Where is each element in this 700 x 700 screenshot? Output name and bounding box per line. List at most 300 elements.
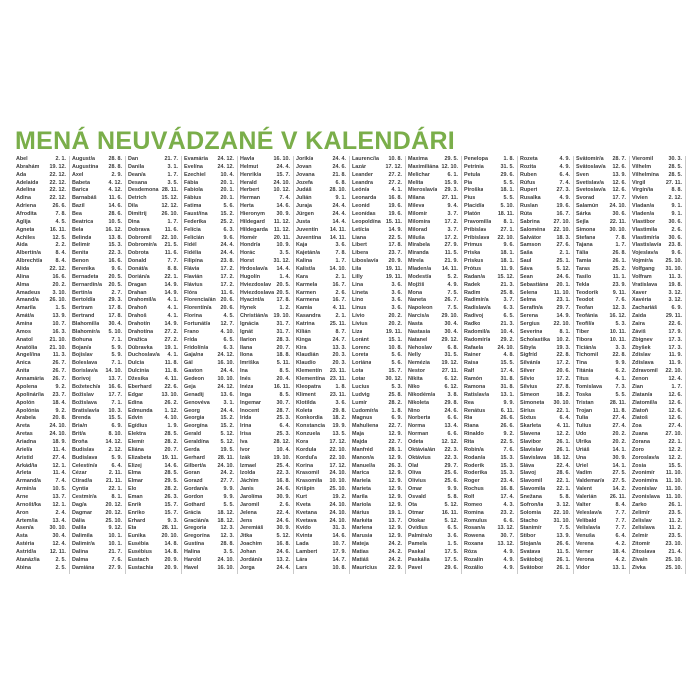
name-day-date: 4. 1. <box>615 376 626 383</box>
person-name: Dragan <box>128 281 147 288</box>
name-day-date: 26. 6. <box>500 423 514 430</box>
name-day-date: 8. 8. <box>671 187 682 194</box>
name-day-entry <box>238 352 293 360</box>
person-name: Radimír/a <box>464 297 489 304</box>
name-day-entry <box>462 156 517 164</box>
name-day-date: 17. 4. <box>500 368 514 375</box>
person-name: Dobrota <box>128 250 149 257</box>
name-day-entry <box>126 305 181 313</box>
name-day-entry <box>630 408 685 416</box>
person-name: Naneta <box>408 297 426 304</box>
name-day-entry <box>406 415 461 423</box>
person-name: Velibald <box>576 517 597 524</box>
person-name: Radim <box>464 289 481 296</box>
name-day-date: 19. 12. <box>49 163 66 170</box>
name-day-date: 13. 9. <box>556 533 570 540</box>
person-name: Herta <box>240 203 254 210</box>
name-day-entry <box>238 258 293 266</box>
name-day-entry <box>462 227 517 235</box>
name-day-date: 10. 9. <box>276 242 290 249</box>
name-day-date: 3. 12. <box>556 501 570 508</box>
name-day-entry <box>182 290 237 298</box>
name-day-date: 11. 12. <box>273 218 290 225</box>
name-day-entry <box>630 565 685 573</box>
name-day-entry <box>126 172 181 180</box>
name-day-column-4 <box>182 156 238 574</box>
person-name: Roger <box>464 478 480 485</box>
name-day-entry <box>574 494 629 502</box>
name-day-date: 22. 1. <box>164 273 178 280</box>
name-day-entry <box>70 541 125 549</box>
name-day-entry <box>518 400 573 408</box>
name-day-entry <box>574 227 629 235</box>
person-name: Slavislava <box>520 454 547 461</box>
name-day-entry <box>406 282 461 290</box>
name-day-entry <box>182 203 237 211</box>
person-name: Helmut <box>240 163 259 170</box>
name-day-entry <box>574 502 629 510</box>
name-day-entry <box>406 337 461 345</box>
name-day-entry <box>294 384 349 392</box>
person-name: Homér <box>240 234 258 241</box>
name-day-entry <box>294 164 349 172</box>
person-name: Severína <box>520 328 543 335</box>
name-day-entry <box>350 525 405 533</box>
name-day-date: 31. 8. <box>500 376 514 383</box>
name-day-date: 26. 10. <box>49 297 66 304</box>
name-day-date: 15. 7. <box>388 368 402 375</box>
name-day-date: 13. 1. <box>500 391 514 398</box>
name-day-entry <box>238 297 293 305</box>
person-name: Leander <box>352 171 373 178</box>
name-day-entry <box>518 282 573 290</box>
person-name: Lára <box>296 556 308 563</box>
name-day-entry <box>406 549 461 557</box>
person-name: Vivien <box>632 195 648 202</box>
name-day-date: 27. 7. <box>220 478 234 485</box>
person-name: Grácia <box>184 509 201 516</box>
name-day-date: 11. 10. <box>665 470 682 477</box>
name-day-date: 14. 6. <box>164 462 178 469</box>
person-name: Ramona <box>464 383 486 390</box>
person-name: Norma <box>408 423 426 430</box>
name-day-entry <box>294 478 349 486</box>
name-day-date: 26. 3. <box>388 462 402 469</box>
name-day-entry <box>518 156 573 164</box>
person-name: Svetislav/a <box>576 179 604 186</box>
name-day-date: 20. 1. <box>220 195 234 202</box>
person-name: Ada <box>16 171 27 178</box>
name-day-entry <box>462 203 517 211</box>
name-day-entry <box>70 305 125 313</box>
person-name: Bela <box>72 226 84 233</box>
name-day-date: 11. 9. <box>668 352 682 359</box>
name-day-entry <box>126 274 181 282</box>
name-day-entry <box>182 478 237 486</box>
person-name: Zvonislav <box>632 486 657 493</box>
name-day-entry <box>518 345 573 353</box>
person-name: Babeta <box>72 179 90 186</box>
name-day-entry <box>126 439 181 447</box>
person-name: Elemír <box>128 438 145 445</box>
name-day-date: 24. 4. <box>220 250 234 257</box>
name-day-entry <box>630 360 685 368</box>
person-name: Damiána <box>72 564 95 571</box>
name-day-date: 7. 1. <box>111 360 122 367</box>
name-day-entry <box>126 297 181 305</box>
person-name: Lucius <box>352 383 370 390</box>
person-name: Virgín/ia <box>632 187 654 194</box>
person-name: Drahomil/a <box>128 297 156 304</box>
person-name: Zenon <box>632 376 649 383</box>
name-day-date: 24. 2. <box>388 548 402 555</box>
name-day-date: 1. 7. <box>671 383 682 390</box>
name-day-date: 5. 12. <box>220 431 234 438</box>
person-name: Volfram <box>632 273 652 280</box>
person-name: Šejla <box>576 218 589 225</box>
person-name: Geraldína <box>184 438 209 445</box>
name-day-entry <box>294 274 349 282</box>
name-day-date: 1. 9. <box>167 423 178 430</box>
name-day-entry <box>126 321 181 329</box>
name-day-date: 12. 7. <box>220 321 234 328</box>
name-day-date: 2. 6. <box>335 289 346 296</box>
person-name: Mladen/a <box>408 266 432 273</box>
name-day-entry <box>518 352 573 360</box>
person-name: Arnošt/ka <box>16 501 41 508</box>
name-day-date: 29. 3. <box>108 297 122 304</box>
person-name: Amína <box>16 321 33 328</box>
name-day-entry <box>294 321 349 329</box>
person-name: Benon <box>72 258 89 265</box>
name-day-entry <box>574 533 629 541</box>
name-day-date: 23. 2. <box>500 509 514 516</box>
name-day-date: 3. 7. <box>447 226 458 233</box>
person-name: Rúfus <box>520 179 536 186</box>
name-day-date: 13. 4. <box>444 423 458 430</box>
name-day-date: 14. 7. <box>332 556 346 563</box>
name-day-entry <box>238 423 293 431</box>
name-day-entry <box>238 266 293 274</box>
name-day-entry <box>294 392 349 400</box>
person-name: Božislava <box>72 399 97 406</box>
name-day-date: 17. 8. <box>388 242 402 249</box>
name-day-date: 11. 10. <box>665 493 682 500</box>
name-day-entry <box>70 345 125 353</box>
name-day-entry <box>406 368 461 376</box>
person-name: Svätoslav/a <box>576 163 606 170</box>
person-name: Borislav/a <box>72 368 98 375</box>
name-day-entry <box>574 455 629 463</box>
person-name: Zvonislava <box>632 493 660 500</box>
name-day-entry <box>574 297 629 305</box>
name-day-date: 27. 1. <box>500 226 514 233</box>
name-day-column-12 <box>630 156 686 574</box>
name-day-date: 10. 4. <box>220 171 234 178</box>
name-day-date: 13. 8. <box>108 234 122 241</box>
person-name: Eusébius <box>128 548 152 555</box>
name-day-date: 22. 1. <box>556 478 570 485</box>
name-day-entry <box>70 337 125 345</box>
name-day-entry <box>126 423 181 431</box>
person-name: Valdemar/a <box>576 478 605 485</box>
person-name: Elmar <box>128 478 143 485</box>
name-day-date: 14. 12. <box>105 438 122 445</box>
name-day-entry <box>462 235 517 243</box>
name-day-entry <box>462 297 517 305</box>
name-day-entry <box>518 455 573 463</box>
name-day-entry <box>518 211 573 219</box>
name-day-entry <box>350 337 405 345</box>
name-day-date: 17. 12. <box>329 462 346 469</box>
name-day-entry <box>574 557 629 565</box>
name-day-entry <box>238 313 293 321</box>
name-day-entry <box>406 533 461 541</box>
person-name: Axel <box>72 171 84 178</box>
person-name: Rinaldo <box>464 431 484 438</box>
person-name: Rainer <box>464 352 481 359</box>
name-day-date: 27. 4. <box>612 415 626 422</box>
person-name: Frano <box>184 328 199 335</box>
person-name: Rosan/a <box>464 525 485 532</box>
name-day-date: 30. 9. <box>276 493 290 500</box>
name-day-entry <box>574 447 629 455</box>
person-name: Leopoldína <box>352 218 381 225</box>
name-day-entry <box>518 415 573 423</box>
person-name: Verona <box>576 556 594 563</box>
name-day-entry <box>126 447 181 455</box>
person-name: Vlastimír/a <box>632 234 660 241</box>
name-day-date: 5. 6. <box>391 360 402 367</box>
person-name: Arkád/ia <box>16 462 38 469</box>
person-name: Jaromil <box>240 501 260 508</box>
person-name: Ticián/a <box>576 344 596 351</box>
name-day-date: 12. 4. <box>668 376 682 383</box>
name-day-date: 29. 8. <box>332 407 346 414</box>
name-day-entry <box>462 463 517 471</box>
name-day-entry <box>406 439 461 447</box>
name-day-date: 13. 12. <box>497 541 514 548</box>
name-day-entry <box>182 266 237 274</box>
name-day-entry <box>14 478 69 486</box>
person-name: Aténa <box>16 564 31 571</box>
person-name: Titánia <box>576 368 594 375</box>
name-day-entry <box>350 400 405 408</box>
person-name: Mariela <box>352 478 371 485</box>
person-name: Bernadeta <box>72 273 99 280</box>
name-day-date: 28. 2. <box>388 399 402 406</box>
person-name: Bertrand <box>72 313 95 320</box>
person-name: Flávius <box>184 281 203 288</box>
name-day-date: 6. 2. <box>615 368 626 375</box>
person-name: Florencia/án <box>184 297 216 304</box>
name-day-entry <box>238 242 293 250</box>
name-day-entry <box>406 392 461 400</box>
name-day-entry <box>350 187 405 195</box>
name-day-entry <box>182 195 237 203</box>
name-day-entry <box>630 392 685 400</box>
name-day-date: 1. 4. <box>279 273 290 280</box>
person-name: Fabiola <box>184 187 203 194</box>
person-name: Bohuna <box>72 336 93 343</box>
name-day-date: 24. 6. <box>276 548 290 555</box>
name-day-entry <box>126 486 181 494</box>
name-day-entry <box>350 557 405 565</box>
name-day-entry <box>574 352 629 360</box>
name-day-date: 6. 1. <box>447 171 458 178</box>
person-name: Rolf <box>464 493 475 500</box>
name-day-entry <box>238 525 293 533</box>
name-day-entry <box>350 164 405 172</box>
person-name: Christián/a <box>240 313 268 320</box>
name-day-entry <box>70 455 125 463</box>
name-day-entry <box>574 510 629 518</box>
name-day-date: 22. 10. <box>553 321 570 328</box>
name-day-date: 27. 2. <box>164 336 178 343</box>
person-name: Piroška <box>464 187 484 194</box>
name-day-date: 27. 8. <box>556 383 570 390</box>
name-day-entry <box>14 329 69 337</box>
name-day-entry <box>14 321 69 329</box>
person-name: Uriáš <box>576 446 590 453</box>
name-day-date: 11. 9. <box>668 360 682 367</box>
name-day-entry <box>70 290 125 298</box>
name-day-date: 9. 6. <box>223 234 234 241</box>
name-day-date: 15. 3. <box>500 470 514 477</box>
person-name: Eta <box>128 525 137 532</box>
name-day-entry <box>350 321 405 329</box>
name-day-date: 5. 12. <box>276 533 290 540</box>
name-day-date: 15. 7. <box>164 501 178 508</box>
name-day-date: 30. 10. <box>609 226 626 233</box>
person-name: Apolinár/ia <box>16 391 44 398</box>
name-day-date: 25. 4. <box>276 462 290 469</box>
person-name: Libert <box>352 242 367 249</box>
name-day-entry <box>182 415 237 423</box>
person-name: Arabela <box>16 415 36 422</box>
name-day-entry <box>406 180 461 188</box>
name-day-date: 6. 3. <box>503 305 514 312</box>
name-day-entry <box>14 549 69 557</box>
person-name: Mahuliena <box>352 423 379 430</box>
person-name: Nasta <box>408 321 423 328</box>
person-name: Desana <box>128 179 148 186</box>
person-name: Kinga <box>296 336 311 343</box>
name-day-date: 4. 9. <box>503 548 514 555</box>
name-day-entry <box>14 211 69 219</box>
name-day-date: 25. 10. <box>105 517 122 524</box>
name-day-date: 7. 6. <box>503 446 514 453</box>
name-day-date: 10. 3. <box>108 407 122 414</box>
name-day-entry <box>574 525 629 533</box>
person-name: Havla <box>240 156 255 162</box>
name-day-entry <box>518 384 573 392</box>
name-day-date: 8. 7. <box>335 328 346 335</box>
name-day-date: 19. 5. <box>220 446 234 453</box>
name-day-date: 29. 7. <box>444 462 458 469</box>
person-name: Manuel/a <box>352 462 376 469</box>
person-name: Ezechiel <box>184 171 206 178</box>
name-day-entry <box>182 156 237 164</box>
person-name: Tulius <box>576 423 592 430</box>
name-day-entry <box>294 502 349 510</box>
name-day-date: 7. 1. <box>111 399 122 406</box>
person-name: Olaf <box>408 462 419 469</box>
person-name: Lívius <box>352 321 368 328</box>
person-name: Kordula <box>296 446 317 453</box>
person-name: Broňa <box>72 438 88 445</box>
person-name: Dobrava <box>128 226 150 233</box>
person-name: Verner <box>576 548 593 555</box>
person-name: Eman <box>128 493 143 500</box>
person-name: Judáš <box>296 187 312 194</box>
name-day-date: 24. 4. <box>220 407 234 414</box>
person-name: Priskus <box>464 258 484 265</box>
name-day-date: 6. 4. <box>615 533 626 540</box>
name-day-entry <box>294 227 349 235</box>
name-day-entry <box>350 290 405 298</box>
person-name: Agneta <box>16 226 35 233</box>
name-day-entry <box>574 345 629 353</box>
person-name: Tekla <box>576 281 590 288</box>
name-day-date: 14. 9. <box>164 321 178 328</box>
name-day-entry <box>238 172 293 180</box>
name-day-date: 28. 6. <box>556 470 570 477</box>
name-day-entry <box>462 187 517 195</box>
name-day-date: 5. 6. <box>391 352 402 359</box>
name-day-date: 26. 1. <box>556 438 570 445</box>
name-day-date: 17. 3. <box>668 336 682 343</box>
name-day-entry <box>294 305 349 313</box>
name-day-date: 13. 5. <box>332 431 346 438</box>
person-name: Zdislav <box>632 352 651 359</box>
person-name: Lineta <box>352 289 368 296</box>
name-day-date: 6. 5. <box>447 525 458 532</box>
name-day-date: 14. 1. <box>612 462 626 469</box>
person-name: Drahoš <box>128 313 147 320</box>
person-name: Radan/a <box>464 273 485 280</box>
name-day-entry <box>574 290 629 298</box>
name-day-entry <box>630 235 685 243</box>
name-day-entry <box>182 187 237 195</box>
person-name: Dalila <box>72 525 87 532</box>
name-day-entry <box>126 219 181 227</box>
person-name: Drahan <box>128 289 147 296</box>
name-day-entry <box>126 360 181 368</box>
person-name: Sven <box>576 171 589 178</box>
name-day-date: 2. 7. <box>111 289 122 296</box>
name-day-date: 13. 7. <box>108 376 122 383</box>
name-day-column-7 <box>350 156 406 574</box>
person-name: Živka <box>632 564 646 571</box>
name-day-entry <box>126 470 181 478</box>
name-day-entry <box>406 541 461 549</box>
name-day-date: 11. 12. <box>273 226 290 233</box>
person-name: Lino <box>352 297 364 304</box>
name-day-date: 17. 8. <box>108 313 122 320</box>
person-name: Kurt <box>296 493 308 500</box>
person-name: Jordán/a <box>240 556 263 563</box>
name-day-date: 20. 5. <box>276 281 290 288</box>
name-day-entry <box>518 297 573 305</box>
name-day-entry <box>518 368 573 376</box>
name-day-date: 4. 9. <box>559 156 570 162</box>
name-day-date: 10. 5. <box>108 218 122 225</box>
person-name: Bratislav/a <box>72 407 100 414</box>
name-day-entry <box>630 518 685 526</box>
person-name: Genovéva <box>184 399 210 406</box>
name-day-date: 1. 7. <box>615 242 626 249</box>
